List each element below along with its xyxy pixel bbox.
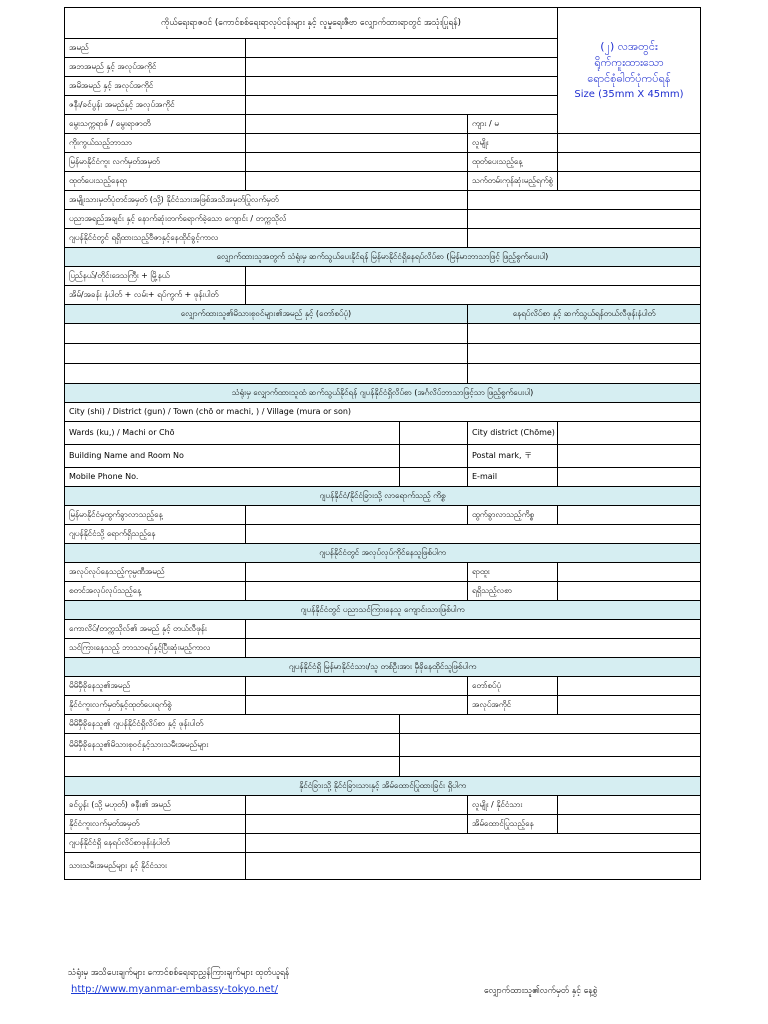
label-departure-date: မြန်မာနိုင်ငံမှထွက်ခွာလာသည့်နေ့ bbox=[65, 506, 246, 525]
field-children[interactable] bbox=[246, 853, 701, 880]
label-city-district: City (shi) / District (gun) / Town (chō or machi, ) / Village (mura or son) bbox=[65, 403, 701, 422]
label-mobile: Mobile Phone No. bbox=[65, 468, 400, 487]
label-purpose: ထွက်ခွာလာသည့်ကိစ္စ bbox=[468, 506, 558, 525]
field-purpose[interactable] bbox=[558, 506, 701, 525]
field-house-street[interactable] bbox=[246, 286, 701, 305]
field-sponsor-family[interactable] bbox=[400, 734, 701, 757]
label-education: ပညာအရည်အချင်း နှင့် နောက်ဆုံးတက်ရောက်ခဲ့သော ကျောင်း / တက္ကသိုလ် bbox=[65, 210, 468, 229]
field-sponsor-job[interactable] bbox=[558, 696, 701, 715]
field-race[interactable] bbox=[558, 134, 701, 153]
label-foreign-race: လူမျိုး / နိုင်ငံသား bbox=[468, 796, 558, 815]
field-issue-place[interactable] bbox=[246, 172, 468, 191]
field-work-start[interactable] bbox=[246, 582, 468, 601]
field-postal[interactable] bbox=[558, 445, 701, 468]
family-name-row-2[interactable] bbox=[65, 344, 468, 364]
field-foreign-address[interactable] bbox=[246, 834, 701, 853]
field-mobile[interactable] bbox=[400, 468, 468, 487]
label-company: အလုပ်လုပ်နေသည့်ကုမ္ပဏီအမည် bbox=[65, 563, 246, 582]
field-position[interactable] bbox=[558, 563, 701, 582]
label-race: လူမျိုး bbox=[468, 134, 558, 153]
application-form bbox=[64, 7, 701, 880]
label-sponsor-address: မိမိမှီခိုနေသူ၏ ဂျပန်နိုင်ငံရှိလိပ်စာ နှင့် ဖုန်းပါတ် bbox=[65, 715, 400, 734]
field-passport[interactable] bbox=[246, 153, 468, 172]
field-father[interactable] bbox=[246, 58, 558, 77]
family-address-row-2[interactable] bbox=[468, 344, 701, 364]
label-expiry: သက်တမ်းကုန်ဆုံးမည့်ရက်စွဲ bbox=[468, 172, 558, 191]
section-work: ဂျပန်နိုင်ငံတွင် အလုပ်လုပ်ကိုင်နေသူဖြစ်ပါက bbox=[65, 544, 701, 563]
section-foreign-marriage: နိုင်ငံခြားသို့ နိုင်ငံခြားသားနှင့် အိမ်ထောင်ပြုထားခြင်း ရှိပါက bbox=[65, 777, 701, 796]
label-mother: အမိအမည် နှင့် အလုပ်အကိုင် bbox=[65, 77, 246, 96]
label-religion: ကိုးကွယ်သည့်ဘာသာ bbox=[65, 134, 246, 153]
label-dob: မွေးသက္ကရာဇ် / မွေးရာဇာတိ bbox=[65, 115, 246, 134]
field-state-township[interactable] bbox=[246, 267, 701, 286]
field-marriage-date[interactable] bbox=[558, 815, 701, 834]
field-building[interactable] bbox=[400, 445, 468, 468]
family-address-row-3[interactable] bbox=[468, 364, 701, 384]
label-state-township: ပြည်နယ်/တိုင်းဒေသကြီး + မြို့နယ် bbox=[65, 267, 246, 286]
field-spouse[interactable] bbox=[246, 96, 558, 115]
field-wards[interactable] bbox=[400, 422, 468, 445]
label-sponsor-family: မိမိမှီခိုနေသူ၏မိသားစုဝင်နှင့်သားသမီးအမည်များ bbox=[65, 734, 400, 757]
field-sponsor-address[interactable] bbox=[400, 715, 701, 734]
photo-instruction-3: ရောင်စုံဓါတ်ပုံကပ်ရန် bbox=[587, 71, 671, 85]
form-title: ကိုယ်ရေးရာဇဝင် (ကောင်စစ်ရေးရာလုပ်ငန်းများ နှင့် လူမှုရေးဇီဗာ လျှောက်ထားရာတွင် အသုံးပြုရန်) bbox=[65, 8, 558, 39]
label-foreign-passport: နိုင်ငံကူးလက်မှတ်အမှတ် bbox=[65, 815, 246, 834]
sponsor-family-field-extra[interactable] bbox=[400, 757, 701, 777]
label-father: အဘအမည် နှင့် အလုပ်အကိုင် bbox=[65, 58, 246, 77]
footer-note: သံရုံးမှ အသိပေးချက်များ ကောင်စစ်ရေးရာညွှန်ကြားချက်များ ထုတ်ယူရန် bbox=[68, 968, 290, 978]
field-education[interactable] bbox=[468, 210, 701, 229]
label-salary: ရရှိသည့်လစာ bbox=[468, 582, 558, 601]
family-address-row-1[interactable] bbox=[468, 324, 701, 344]
label-sponsor-passport: နိုင်ငံကူးလက်မှတ်နှင့်ထုတ်ပေးရက်စွဲ bbox=[65, 696, 246, 715]
field-foreign-passport[interactable] bbox=[246, 815, 468, 834]
field-departure-date[interactable] bbox=[246, 506, 468, 525]
label-spouse: ဇနီး/ခင်ပွန်း အမည်နှင့် အလုပ်အကိုင် bbox=[65, 96, 246, 115]
label-sex: ကျား / မ bbox=[468, 115, 558, 134]
family-name-row-3[interactable] bbox=[65, 364, 468, 384]
label-stay-period: ဂျပန်နိုင်ငံတွင် ရရှိထားသည့်ဗီဇာနှင့်နေထိုင်ခွင့်ကာလ bbox=[65, 229, 468, 248]
field-nrc[interactable] bbox=[468, 191, 701, 210]
label-sponsor-name: မိမိမှီခိုနေသူ၏အမည် bbox=[65, 677, 246, 696]
label-postal: Postal mark, 〒 bbox=[468, 445, 558, 468]
photo-instruction-2: ရိုက်ကူးထားသော bbox=[594, 55, 664, 69]
field-sponsor-name[interactable] bbox=[246, 677, 468, 696]
label-wards: Wards (ku,) / Machi or Chō bbox=[65, 422, 400, 445]
field-name[interactable] bbox=[246, 39, 558, 58]
label-house-street: အိမ်/အခန်း နံပါတ် + လမ်း+ ရပ်ကွက် + ဖုန်းပါတ် bbox=[65, 286, 246, 305]
field-school[interactable] bbox=[246, 620, 701, 639]
field-foreign-race[interactable] bbox=[558, 796, 701, 815]
field-subject[interactable] bbox=[246, 639, 701, 658]
field-issue-date[interactable] bbox=[558, 153, 701, 172]
label-nrc: အမျိုးသားမှတ်ပုံတင်အမှတ် (သို့) နိုင်ငံသားအဖြစ်အသိအမှတ်ပြုလက်မှတ် bbox=[65, 191, 468, 210]
section-dependent: ဂျပန်နိုင်ငံရှိ မြန်မာနိုင်ငံသား/သူ တစ်ဦးအား မှီခိုနေထိုင်သူဖြစ်ပါက bbox=[65, 658, 701, 677]
label-city-district-chome: City district (Chōme) bbox=[468, 422, 558, 445]
column-family-address: နေရပ်လိပ်စာ နှင့် ဆက်သွယ်ရန်တယ်လီဖုန်းနံပါတ် bbox=[468, 305, 701, 324]
field-salary[interactable] bbox=[558, 582, 701, 601]
label-marriage-date: အိမ်ထောင်ပြုသည့်နေ bbox=[468, 815, 558, 834]
label-sponsor-job: အလုပ်အကိုင် bbox=[468, 696, 558, 715]
label-subject: သင်ကြားနေသည့် ဘာသာရပ်နှင့်ပြီးဆုံးမည့်ကာလ bbox=[65, 639, 246, 658]
field-religion[interactable] bbox=[246, 134, 468, 153]
label-building: Building Name and Room No bbox=[65, 445, 400, 468]
field-arrival-date[interactable] bbox=[246, 525, 701, 544]
section-japan-address: သံရုံးမှ လျှောက်ထားသူထံ ဆက်သွယ်နိုင်ရန် ဂျပန်နိုင်ငံရှိလိပ်စာ (အင်္ဂလိပ်ဘာသာဖြင့်သာ ဖြည့်စွက်ပေးပါ) bbox=[65, 384, 701, 403]
label-children: သားသမီးအမည်များ နှင့် နိုင်ငံသား bbox=[65, 853, 246, 880]
family-name-row-1[interactable] bbox=[65, 324, 468, 344]
embassy-link[interactable]: http://www.myanmar-embassy-tokyo.net/ bbox=[71, 984, 278, 995]
label-relation: တော်စပ်ပုံ bbox=[468, 677, 558, 696]
photo-instruction-1: (၂) လအတွင်း bbox=[600, 39, 658, 53]
field-expiry[interactable] bbox=[558, 172, 701, 191]
field-relation[interactable] bbox=[558, 677, 701, 696]
section-study: ဂျပန်နိုင်ငံတွင် ပညာသင်ကြားနေသူ ကျောင်းသားဖြစ်ပါက bbox=[65, 601, 701, 620]
sponsor-family-row-extra[interactable] bbox=[65, 757, 400, 777]
label-arrival-date: ဂျပန်နိုင်ငံသို့ ရောက်ရှိသည့်နေ bbox=[65, 525, 246, 544]
field-chome[interactable] bbox=[558, 422, 701, 445]
signature-label: လျှောက်ထားသူ၏လက်မှတ် နှင့် နေ့စွဲ bbox=[484, 986, 598, 996]
field-sponsor-passport[interactable] bbox=[246, 696, 468, 715]
field-email[interactable] bbox=[558, 468, 701, 487]
column-family-names: လျှောက်ထားသူ၏မိသားစုဝင်များ၏အမည် နှင့် (တော်စပ်ပုံ) bbox=[65, 305, 468, 324]
photo-size: Size (35mm X 45mm) bbox=[574, 88, 684, 100]
section-arrival: ဂျပန်နိုင်ငံ/နိုင်ငံခြားသို့ လာရောက်သည့် ကိစ္စ bbox=[65, 487, 701, 506]
label-school: ကောလိပ်/တက္ကသိုလ်၏ အမည် နှင့် တယ်လီဖုန်း bbox=[65, 620, 246, 639]
field-mother[interactable] bbox=[246, 77, 558, 96]
label-foreign-spouse: ခင်ပွန်း (သို့ မဟုတ်) ဇနီး၏ အမည် bbox=[65, 796, 246, 815]
label-name: အမည် bbox=[65, 39, 246, 58]
label-email: E-mail bbox=[468, 468, 558, 487]
label-position: ရာထူး bbox=[468, 563, 558, 582]
label-issue-date: ထုတ်ပေးသည့်နေ့ bbox=[468, 153, 558, 172]
label-foreign-address: ဂျပန်နိုင်ငံရှိ နေရပ်လိပ်စာဖုန်းနံပါတ် bbox=[65, 834, 246, 853]
field-stay-period[interactable] bbox=[468, 229, 701, 248]
label-issue-place: ထုတ်ပေးသည့်နေရာ bbox=[65, 172, 246, 191]
label-passport: မြန်မာနိုင်ငံကူး လက်မှတ်အမှတ် bbox=[65, 153, 246, 172]
field-company[interactable] bbox=[246, 563, 468, 582]
label-work-start: စတင်အလုပ်လုပ်သည့်နေ့ bbox=[65, 582, 246, 601]
field-foreign-spouse[interactable] bbox=[246, 796, 468, 815]
field-dob[interactable] bbox=[246, 115, 468, 134]
photo-box[interactable] bbox=[558, 8, 701, 134]
section-myanmar-address: လျှောက်ထားသူအတွက် သံရုံးမှ ဆက်သွယ်ပေးနိုင်ရန် မြန်မာနိုင်ငံရှိနေရပ်လိပ်စာ (မြန်မာဘာသာဖြင့် ဖြည့်စွက်ပေးပါ) bbox=[65, 248, 701, 267]
